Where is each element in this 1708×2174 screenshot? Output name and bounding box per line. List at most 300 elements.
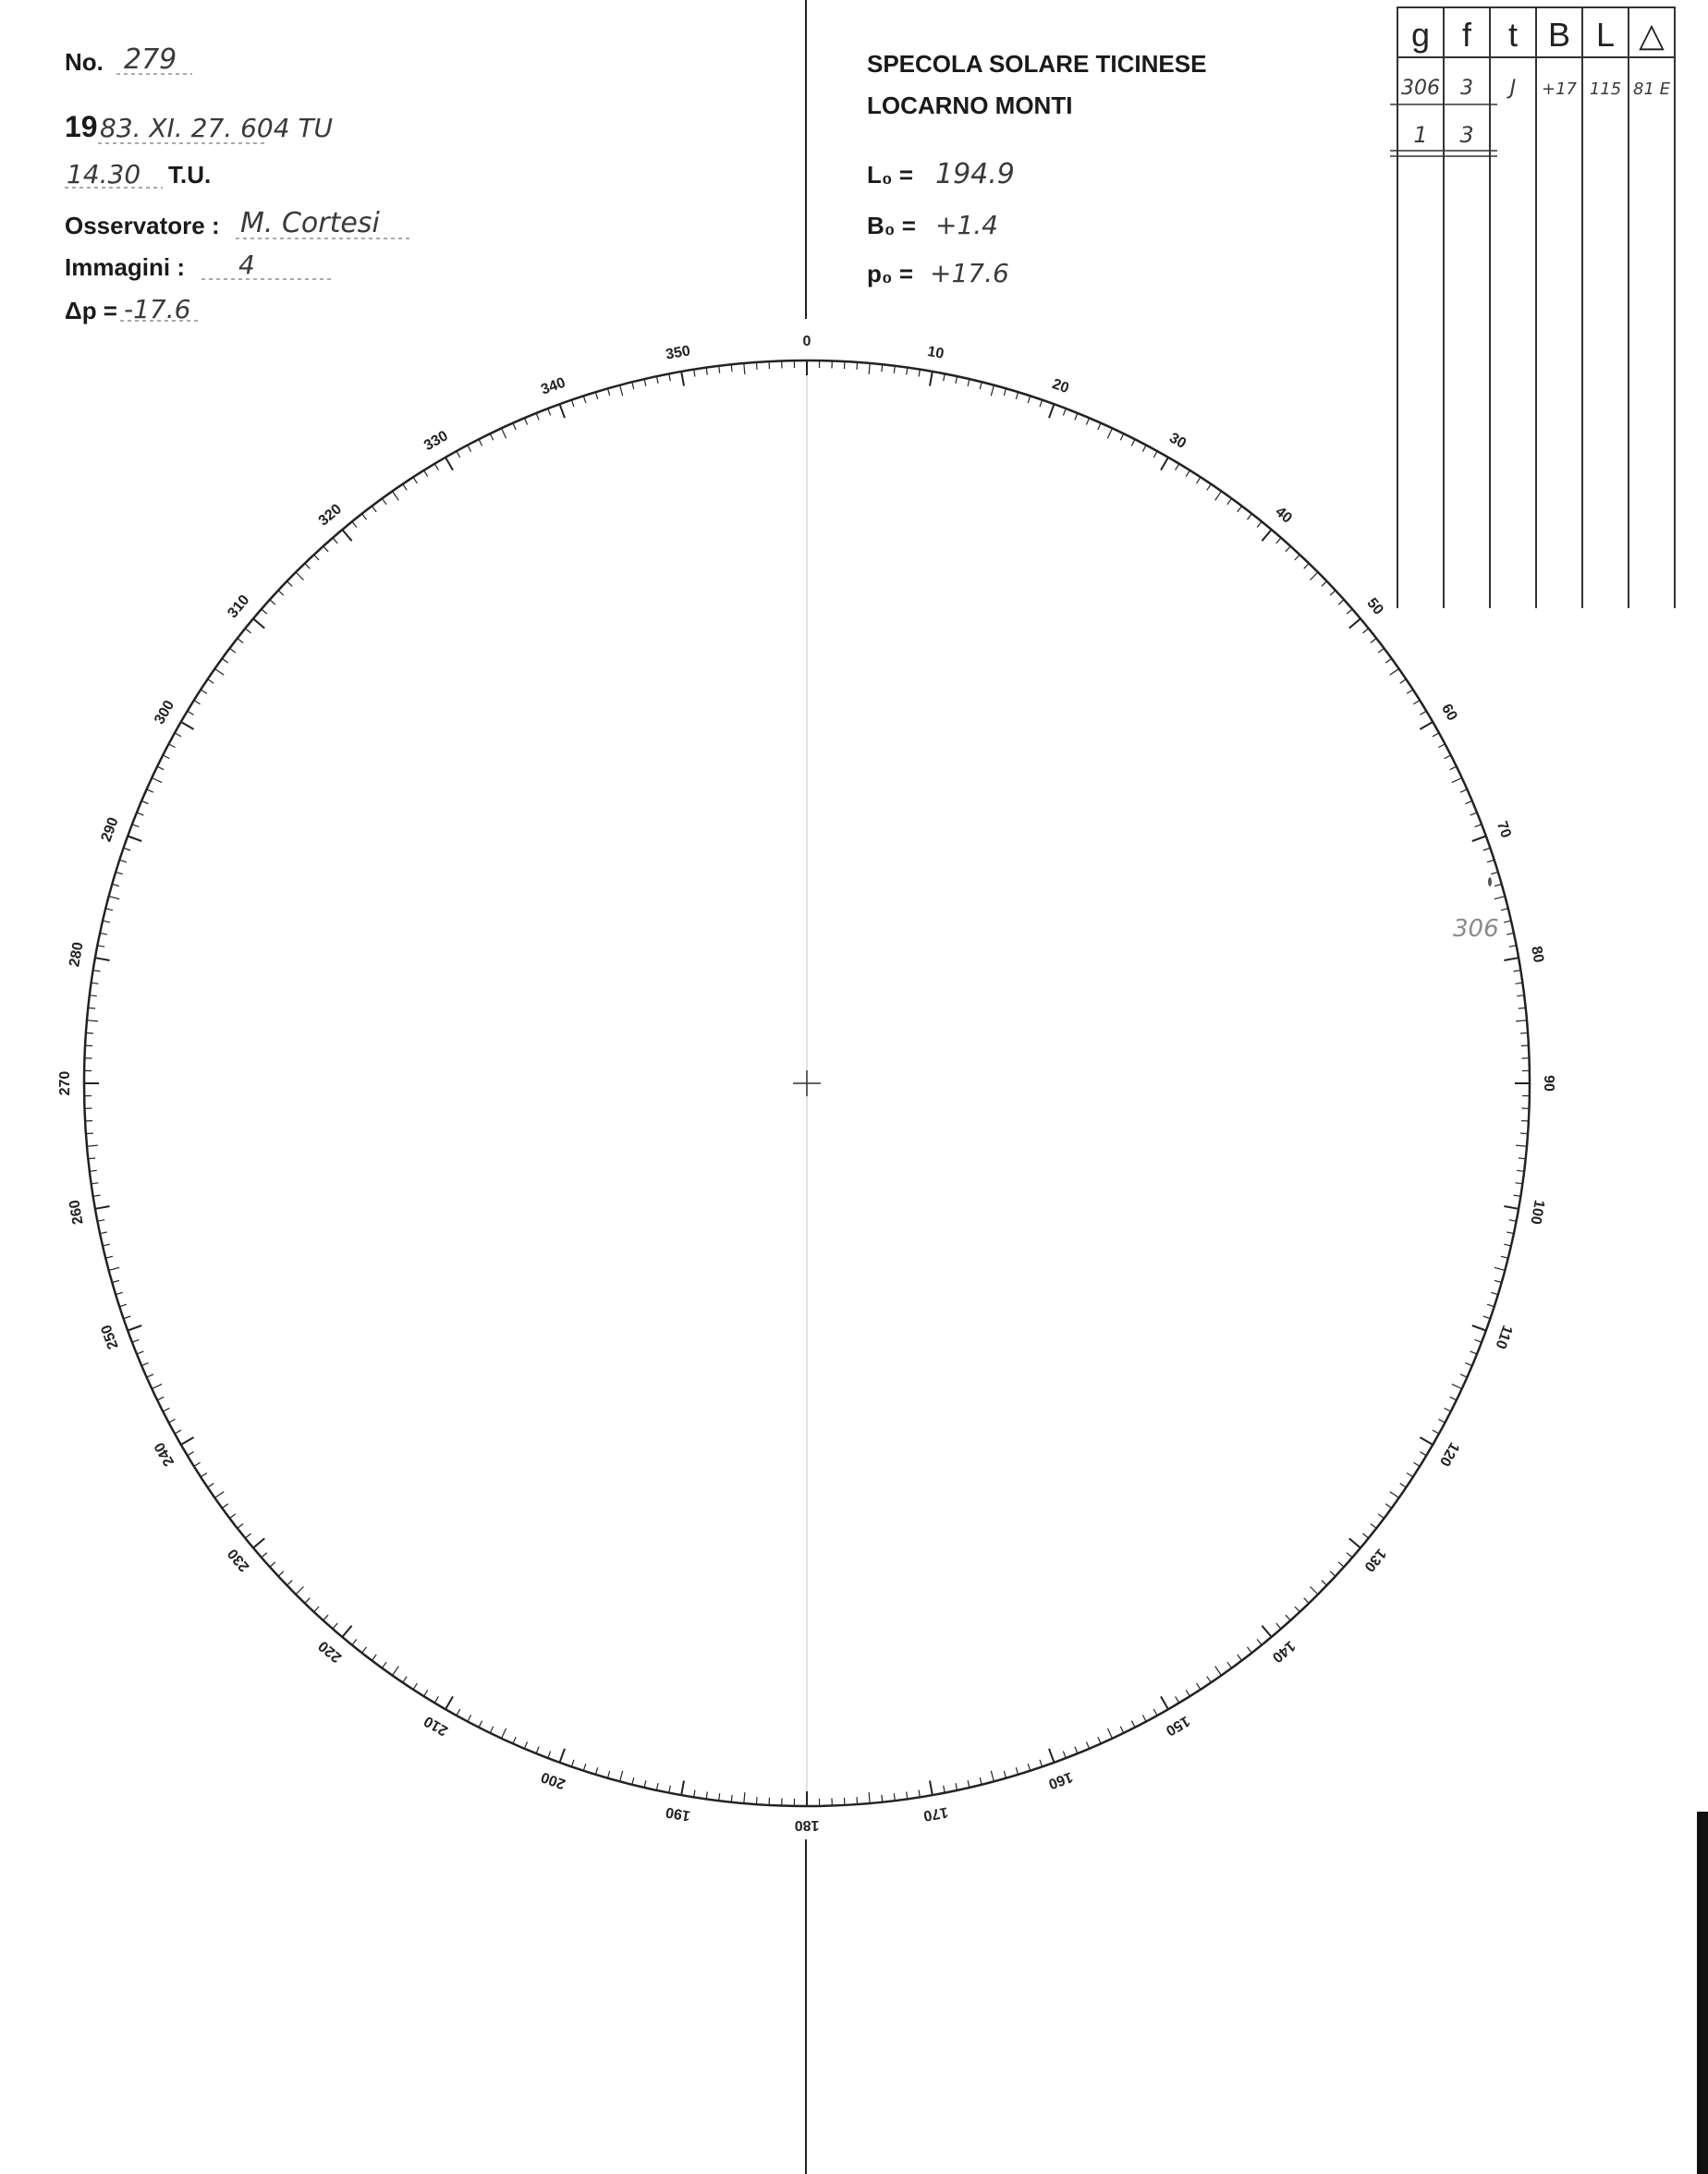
- degree-tick: [1514, 1195, 1521, 1196]
- degree-tick: [147, 789, 153, 792]
- observer-label: Osservatore :: [65, 212, 220, 239]
- degree-tick: [930, 1780, 933, 1795]
- scan-edge-strip: [1697, 1812, 1708, 2174]
- delta-p-label: Δp =: [65, 297, 117, 324]
- degree-tick: [1504, 921, 1511, 922]
- cell-t: J: [1509, 77, 1517, 100]
- degree-tick: [744, 363, 745, 374]
- degree-tick: [490, 434, 494, 440]
- degree-tick: [214, 1492, 224, 1498]
- observer-value: M. Cortesi: [240, 207, 380, 239]
- degree-tick: [479, 439, 482, 446]
- degree-tick: [445, 1696, 453, 1709]
- degree-tick: [362, 1647, 367, 1653]
- degree-tick: [1286, 546, 1290, 552]
- degree-tick: [1295, 1606, 1299, 1612]
- degree-tick: [1207, 484, 1212, 491]
- degree-tick: [1131, 439, 1135, 446]
- degree-tick: [656, 376, 658, 384]
- degree-tick: [681, 372, 684, 386]
- degree-label-70: 70: [1493, 819, 1514, 840]
- degree-tick: [262, 609, 267, 614]
- degree-tick: [644, 379, 646, 386]
- degree-tick: [1494, 897, 1506, 899]
- degree-tick: [413, 477, 417, 483]
- degree-tick: [468, 1715, 471, 1721]
- degree-tick: [163, 1408, 169, 1411]
- degree-tick: [238, 639, 243, 643]
- degree-label-150: 150: [1163, 1712, 1192, 1739]
- degree-tick: [1487, 860, 1494, 862]
- degree-tick: [620, 385, 623, 397]
- degree-tick: [608, 1771, 610, 1778]
- degree-tick: [694, 370, 695, 377]
- degree-tick: [1470, 812, 1478, 815]
- degree-tick: [413, 1683, 417, 1690]
- degree-tick: [1153, 451, 1157, 458]
- degree-tick: [1407, 1473, 1413, 1477]
- degree-tick: [1215, 491, 1222, 500]
- degree-tick: [1186, 470, 1190, 477]
- degree-label-210: 210: [421, 1712, 451, 1739]
- degree-label-30: 30: [1166, 430, 1190, 452]
- degree-label-220: 220: [315, 1637, 346, 1666]
- degree-tick: [393, 1667, 399, 1676]
- degree-tick: [731, 364, 732, 372]
- degree-tick: [583, 396, 586, 403]
- group-annotation: 306: [1453, 915, 1499, 943]
- degree-tick: [1501, 909, 1508, 910]
- degree-tick: [968, 379, 970, 386]
- degree-tick: [1276, 1623, 1281, 1629]
- degree-tick: [152, 1384, 162, 1388]
- degree-tick: [1286, 1615, 1290, 1620]
- degree-tick: [536, 1747, 539, 1754]
- degree-tick: [1338, 1562, 1344, 1567]
- degree-tick: [694, 1790, 695, 1798]
- degree-tick: [1161, 1696, 1168, 1709]
- degree-tick: [1186, 1690, 1190, 1696]
- degree-tick: [1330, 591, 1336, 595]
- degree-label-10: 10: [926, 344, 946, 362]
- degree-label-240: 240: [152, 1439, 178, 1469]
- degree-tick: [1028, 1764, 1031, 1771]
- degree-tick: [403, 1677, 408, 1683]
- degree-tick: [1501, 1256, 1508, 1258]
- degree-tick: [1338, 600, 1344, 605]
- degree-tick: [323, 546, 328, 552]
- degree-tick: [352, 1640, 357, 1645]
- degree-tick: [270, 600, 275, 605]
- degree-tick: [991, 385, 994, 397]
- degree-tick: [1466, 800, 1472, 803]
- date-value: 83. XI. 27. 604 TU: [100, 113, 334, 143]
- degree-tick: [382, 1662, 386, 1668]
- degree-label-130: 130: [1360, 1545, 1389, 1575]
- degree-tick: [1016, 392, 1018, 399]
- delta-p-value: -17.6: [124, 294, 191, 324]
- degree-tick: [1028, 396, 1031, 403]
- degree-tick: [1516, 1020, 1527, 1021]
- degree-tick: [719, 366, 720, 373]
- degree-tick: [1371, 1524, 1376, 1529]
- degree-tick: [245, 629, 250, 633]
- degree-tick: [201, 1473, 207, 1477]
- p0-label: p₀ =: [867, 260, 914, 287]
- degree-tick: [1161, 458, 1168, 470]
- b0-label: B₀ =: [867, 212, 916, 239]
- degree-tick: [1472, 837, 1486, 842]
- degree-tick: [1438, 1419, 1445, 1423]
- degree-tick: [128, 1325, 141, 1331]
- degree-tick: [1483, 848, 1491, 850]
- degree-tick: [1227, 498, 1232, 505]
- degree-tick: [1098, 1737, 1101, 1743]
- degree-tick: [457, 1709, 460, 1716]
- degree-tick: [124, 1316, 131, 1319]
- degree-tick: [1049, 1749, 1055, 1763]
- degree-tick: [656, 1783, 658, 1790]
- degree-tick: [744, 1792, 745, 1803]
- degree-tick: [1517, 995, 1524, 996]
- degree-tick: [105, 1256, 113, 1258]
- degree-tick: [980, 1777, 982, 1785]
- degree-tick: [147, 1374, 153, 1377]
- degree-tick: [119, 860, 127, 862]
- degree-tick: [1494, 1267, 1506, 1270]
- degree-tick: [112, 885, 119, 886]
- degree-tick: [1063, 409, 1066, 416]
- header-center: [867, 50, 1206, 288]
- degree-tick: [1304, 564, 1310, 569]
- degree-tick: [1385, 1504, 1392, 1508]
- degree-tick: [1295, 555, 1299, 560]
- degree-tick: [1420, 1452, 1426, 1456]
- center-cross: [793, 1070, 821, 1096]
- degree-tick: [1445, 755, 1451, 759]
- degree-tick: [502, 428, 506, 438]
- degree-tick: [238, 1524, 243, 1529]
- degree-tick: [1142, 446, 1146, 452]
- degree-label-280: 280: [67, 941, 87, 969]
- degree-tick: [1516, 1145, 1527, 1146]
- degree-tick: [1153, 1709, 1157, 1716]
- degree-tick: [97, 946, 104, 947]
- degree-tick: [169, 1419, 176, 1423]
- degree-label-120: 120: [1435, 1439, 1462, 1469]
- degree-tick: [968, 1780, 970, 1788]
- degree-tick: [188, 711, 194, 714]
- degree-tick: [1262, 530, 1271, 541]
- degree-tick: [230, 648, 236, 653]
- degree-tick: [882, 364, 883, 372]
- degree-tick: [175, 1430, 181, 1434]
- degree-tick: [1107, 428, 1112, 438]
- degree-tick: [352, 521, 357, 527]
- degree-label-50: 50: [1363, 595, 1386, 618]
- images-label: Immagini :: [65, 253, 186, 281]
- degree-tick: [342, 1626, 351, 1637]
- p0-value: +17.6: [930, 258, 1009, 288]
- degree-label-80: 80: [1528, 945, 1546, 964]
- degree-tick: [669, 373, 671, 381]
- degree-tick: [169, 744, 176, 748]
- degree-tick: [1450, 1397, 1457, 1400]
- degree-tick: [1438, 744, 1445, 748]
- degree-tick: [1238, 507, 1242, 512]
- degree-label-350: 350: [665, 343, 692, 363]
- degree-label-230: 230: [225, 1545, 253, 1575]
- degree-tick: [1120, 434, 1124, 440]
- degree-tick: [188, 1452, 194, 1456]
- degree-label-140: 140: [1268, 1637, 1299, 1666]
- degree-tick: [524, 418, 527, 424]
- degree-label-40: 40: [1272, 504, 1295, 527]
- degree-tick: [132, 1339, 140, 1342]
- degree-tick: [1257, 1640, 1262, 1645]
- degree-tick: [595, 1767, 597, 1775]
- degree-tick: [944, 373, 946, 381]
- degree-tick: [1491, 872, 1498, 873]
- images-value: 4: [238, 250, 255, 280]
- degree-tick: [1504, 958, 1519, 960]
- degree-tick: [548, 409, 551, 416]
- degree-tick: [305, 1598, 311, 1604]
- b0-value: +1.4: [935, 210, 998, 240]
- degree-tick: [869, 1792, 870, 1803]
- degree-tick: [1519, 1158, 1526, 1159]
- degree-tick: [991, 1771, 994, 1782]
- degree-tick: [214, 669, 224, 676]
- degree-label-320: 320: [315, 501, 346, 530]
- degree-tick: [1248, 514, 1252, 519]
- degree-tick: [1407, 690, 1413, 693]
- degree-tick: [253, 1538, 264, 1547]
- year-prefix: 19: [65, 110, 98, 143]
- degree-tick: [1049, 404, 1055, 418]
- degree-tick: [1016, 1767, 1018, 1775]
- degree-tick: [1063, 1752, 1066, 1759]
- degree-tick: [105, 909, 113, 910]
- degree-tick: [230, 1514, 236, 1519]
- degree-tick: [571, 1760, 574, 1767]
- degree-tick: [100, 1232, 107, 1234]
- degree-tick: [362, 514, 367, 519]
- degree-tick: [393, 491, 399, 500]
- table-header-t: t: [1507, 16, 1519, 54]
- degree-tick: [457, 451, 460, 458]
- degree-tick: [1131, 1721, 1135, 1728]
- degree-label-250: 250: [98, 1322, 122, 1351]
- degree-tick: [103, 921, 110, 922]
- number-value: 279: [124, 43, 177, 76]
- degree-tick: [894, 366, 895, 373]
- degree-tick: [278, 1571, 284, 1576]
- degree-label-340: 340: [539, 374, 568, 398]
- time-value: 14.30: [67, 159, 141, 189]
- degree-tick: [1330, 1571, 1336, 1576]
- table-header-delta: △: [1639, 16, 1665, 54]
- degree-tick: [1504, 1206, 1519, 1209]
- degree-tick: [1494, 1280, 1502, 1282]
- degree-tick: [86, 1033, 93, 1034]
- degree-tick: [1311, 1587, 1319, 1595]
- degree-tick: [1452, 778, 1462, 783]
- degree-tick: [548, 1752, 551, 1759]
- degree-tick: [112, 1280, 119, 1282]
- l0-value: 194.9: [935, 158, 1015, 190]
- degree-tick: [1040, 400, 1043, 408]
- cell-f: 3: [1459, 122, 1474, 148]
- degree-label-310: 310: [225, 592, 253, 622]
- degree-tick: [1107, 1728, 1112, 1739]
- degree-tick: [1483, 1316, 1491, 1319]
- degree-tick: [956, 376, 958, 384]
- cell-f: 3: [1460, 77, 1473, 100]
- observatory-location: LOCARNO MONTI: [867, 92, 1073, 119]
- degree-tick: [208, 679, 214, 684]
- degree-tick: [1075, 413, 1078, 421]
- degree-tick: [907, 368, 908, 375]
- degree-tick: [1304, 1598, 1310, 1604]
- degree-tick: [1460, 1374, 1467, 1377]
- degree-tick: [1433, 1430, 1439, 1434]
- degree-tick: [1176, 464, 1179, 470]
- degree-label-330: 330: [421, 428, 451, 455]
- cell-b: +17: [1542, 79, 1577, 99]
- degree-tick: [468, 446, 471, 452]
- degree-tick: [502, 1728, 506, 1739]
- observatory-name: SPECOLA SOLARE TICINESE: [867, 50, 1207, 78]
- degree-label-100: 100: [1527, 1198, 1547, 1226]
- degree-tick: [1466, 1362, 1472, 1365]
- degree-tick: [1207, 1677, 1212, 1683]
- degree-tick: [434, 1696, 438, 1703]
- degree-tick: [1517, 1170, 1524, 1171]
- degree-tick: [1452, 1384, 1462, 1388]
- degree-tick: [157, 1397, 164, 1400]
- degree-label-110: 110: [1492, 1323, 1516, 1351]
- degree-tick: [86, 1133, 93, 1134]
- degree-tick: [513, 1737, 516, 1743]
- degree-tick: [1215, 1667, 1222, 1676]
- degree-tick: [1120, 1727, 1124, 1733]
- degree-tick: [1197, 1683, 1201, 1690]
- degree-label-180: 180: [794, 1816, 820, 1833]
- degree-tick: [706, 368, 707, 375]
- table-header-f: f: [1461, 16, 1472, 54]
- degree-tick: [1176, 1696, 1179, 1703]
- degree-tick: [1516, 1183, 1523, 1184]
- degree-tick: [132, 824, 140, 827]
- degree-tick: [1347, 1553, 1352, 1557]
- degree-tick: [103, 1244, 110, 1246]
- degree-tick: [1322, 581, 1327, 587]
- degree-tick: [1420, 711, 1426, 714]
- degree-tick: [137, 812, 144, 815]
- degree-tick: [620, 1771, 623, 1782]
- degree-tick: [1086, 1742, 1089, 1749]
- degree-tick: [333, 538, 337, 544]
- degree-tick: [1390, 1492, 1399, 1498]
- degree-tick: [88, 1158, 95, 1159]
- degree-tick: [163, 755, 169, 759]
- degree-tick: [372, 1655, 376, 1660]
- degree-tick: [333, 1623, 337, 1629]
- degree-tick: [92, 1183, 99, 1184]
- degree-tick: [1487, 1304, 1494, 1307]
- degree-tick: [513, 423, 516, 430]
- sunspot-mark: [1488, 877, 1492, 886]
- degree-tick: [524, 1742, 527, 1749]
- degree-tick: [681, 1780, 684, 1795]
- degree-tick: [109, 1267, 120, 1270]
- degree-tick: [222, 1504, 228, 1508]
- degree-tick: [222, 658, 228, 663]
- degree-tick: [270, 1562, 275, 1567]
- degree-tick: [490, 1727, 494, 1733]
- degree-tick: [1400, 679, 1407, 684]
- degree-tick: [583, 1764, 586, 1771]
- degree-tick: [305, 564, 311, 569]
- degree-label-190: 190: [665, 1803, 692, 1824]
- degree-tick: [869, 363, 870, 374]
- degree-tick: [1470, 1351, 1478, 1354]
- degree-tick: [95, 1206, 110, 1209]
- degree-tick: [1227, 1662, 1232, 1668]
- table-header-b: B: [1547, 16, 1571, 54]
- degree-tick: [93, 1195, 101, 1196]
- number-label: No.: [65, 48, 104, 76]
- degree-tick: [1142, 1715, 1146, 1721]
- degree-tick: [253, 618, 264, 628]
- table-headers: [1411, 16, 1665, 54]
- degree-tick: [141, 1362, 148, 1365]
- degree-tick: [1507, 1232, 1514, 1234]
- degree-tick: [1413, 1462, 1420, 1466]
- degree-tick: [706, 1792, 707, 1800]
- degree-tick: [1378, 1514, 1384, 1519]
- cell-l: 115: [1589, 79, 1622, 99]
- degree-tick: [157, 766, 164, 770]
- degree-tick: [1276, 538, 1281, 544]
- degree-tick: [560, 1749, 566, 1763]
- degree-tick: [907, 1792, 908, 1800]
- degree-tick: [644, 1780, 646, 1788]
- degree-tick: [109, 897, 120, 899]
- degree-tick: [1311, 572, 1319, 580]
- degree-tick: [181, 722, 194, 729]
- degree-tick: [1413, 701, 1420, 704]
- degree-label-60: 60: [1438, 701, 1460, 724]
- degree-tick: [278, 591, 284, 595]
- degree-tick: [1509, 1220, 1517, 1222]
- degree-label-260: 260: [67, 1198, 87, 1226]
- degree-tick: [731, 1795, 732, 1802]
- degree-tick: [124, 848, 131, 850]
- degree-tick: [980, 382, 982, 389]
- degree-tick: [137, 1351, 144, 1354]
- degree-tick: [323, 1615, 328, 1620]
- degree-tick: [1349, 618, 1360, 628]
- degree-tick: [1420, 722, 1433, 729]
- degree-label-200: 200: [539, 1768, 568, 1792]
- degree-label-270: 270: [57, 1070, 74, 1096]
- degree-tick: [1349, 1538, 1360, 1547]
- degree-tick: [1460, 789, 1467, 792]
- degree-tick: [1509, 946, 1517, 947]
- degree-tick: [1507, 933, 1514, 934]
